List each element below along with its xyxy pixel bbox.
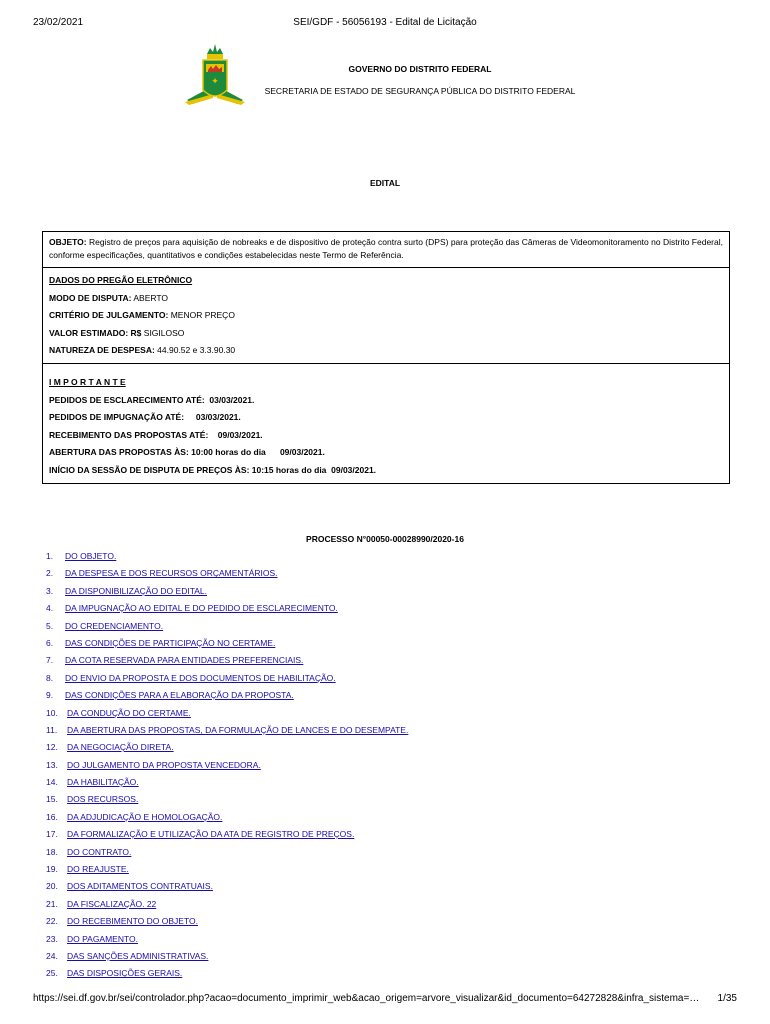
- toc-label: DO CONTRATO.: [67, 846, 132, 857]
- toc-item: [46, 670, 726, 687]
- toc-label: DOS RECURSOS.: [67, 794, 139, 805]
- toc-number: 24.: [46, 950, 58, 961]
- toc-label: DA HABILITAÇÃO.: [67, 777, 139, 788]
- toc-link[interactable]: [46, 951, 208, 961]
- toc-number: 11.: [46, 724, 58, 735]
- toc-item: [46, 705, 726, 722]
- importante-section: [43, 363, 729, 483]
- toc-link[interactable]: [46, 708, 191, 718]
- toc-number: 2.: [46, 568, 54, 579]
- toc-item: [46, 739, 726, 756]
- toc-number: 4.: [46, 603, 54, 614]
- toc-number: 8.: [46, 672, 54, 683]
- toc-label: DO JULGAMENTO DA PROPOSTA VENCEDORA.: [67, 759, 261, 770]
- toc-label: DO REAJUSTE.: [67, 864, 129, 875]
- toc-link[interactable]: [46, 899, 156, 909]
- toc-number: 7.: [46, 655, 54, 666]
- toc-link[interactable]: [46, 864, 129, 874]
- toc-link[interactable]: [46, 934, 138, 944]
- toc-label: DA DISPONIBILIZAÇÃO DO EDITAL.: [65, 585, 208, 596]
- toc-label: DA DESPESA E DOS RECURSOS ORÇAMENTÁRIOS.: [65, 568, 278, 579]
- toc-label: DA FISCALIZAÇÃO. 22: [67, 898, 157, 909]
- toc-label: DO OBJETO.: [65, 551, 117, 561]
- toc-link[interactable]: [46, 760, 261, 770]
- toc-label: DA CONDUÇÃO DO CERTAME.: [67, 707, 191, 718]
- toc-number: 3.: [46, 585, 54, 596]
- toc-item: [46, 722, 726, 739]
- page-number: 1/35: [717, 993, 737, 1004]
- print-url: https://sei.df.gov.br/sei/controlador.php?acao=documento_imprimir_web&acao_origem=arvore_visualizar&id_documento=64272828&infra_sistema=…: [33, 993, 700, 1004]
- toc-item: [46, 896, 726, 913]
- toc-item: [46, 652, 726, 669]
- edital-info-box: [42, 231, 730, 484]
- modo-disputa-row: [49, 290, 723, 308]
- toc-label: DO CREDENCIAMENTO.: [65, 620, 164, 631]
- prazo-impugnacao: PEDIDOS DE IMPUGNAÇÃO ATÉ: 03/03/2021.: [49, 412, 241, 422]
- toc-link[interactable]: [46, 725, 408, 735]
- toc-link[interactable]: [46, 655, 303, 665]
- toc-label: DA IMPUGNAÇÃO AO EDITAL E DO PEDIDO DE ESCLARECIMENTO.: [65, 603, 338, 614]
- toc-label: DO PAGAMENTO.: [67, 933, 139, 944]
- toc-item: [46, 791, 726, 808]
- toc-link[interactable]: [46, 673, 336, 683]
- toc-item: [46, 878, 726, 895]
- toc-link[interactable]: [46, 638, 275, 648]
- toc-link[interactable]: [46, 603, 338, 613]
- toc-label: DAS CONDIÇÕES PARA A ELABORAÇÃO DA PROPOSTA.: [65, 690, 294, 701]
- toc-number: 14.: [46, 777, 58, 788]
- print-date: 23/02/2021: [33, 17, 84, 28]
- toc-item: [46, 931, 726, 948]
- toc-item: [46, 844, 726, 861]
- valor-estimado-row: [49, 325, 723, 343]
- toc-item: [46, 965, 726, 982]
- toc-number: 23.: [46, 933, 58, 944]
- toc-link[interactable]: [46, 586, 207, 596]
- toc-number: 19.: [46, 864, 58, 875]
- toc-number: 15.: [46, 794, 58, 805]
- toc-item: [46, 635, 726, 652]
- toc-label: DA NEGOCIAÇÃO DIRETA.: [67, 742, 174, 753]
- toc-number: 9.: [46, 690, 54, 701]
- dados-heading: DADOS DO PREGÃO ELETRÔNICO: [49, 275, 193, 285]
- toc-item: [46, 618, 726, 635]
- toc-label: DA ADJUDICAÇÃO E HOMOLOGAÇÃO.: [67, 811, 223, 822]
- toc-label: DA COTA RESERVADA PARA ENTIDADES PREFERENCIAIS.: [65, 655, 304, 666]
- toc-label: DO ENVIO DA PROPOSTA E DOS DOCUMENTOS DE HABILITAÇÃO.: [65, 672, 336, 683]
- abertura-propostas: ABERTURA DAS PROPOSTAS ÀS: 10:00 horas do dia 09/03/2021.: [49, 447, 325, 457]
- toc-link[interactable]: [46, 777, 139, 787]
- natureza-despesa-row: [49, 342, 723, 360]
- toc-item: [46, 757, 726, 774]
- toc-link[interactable]: [46, 742, 174, 752]
- toc-number: 20.: [46, 881, 58, 892]
- inicio-sessao-disputa: INÍCIO DA SESSÃO DE DISPUTA DE PREÇOS ÀS: 10:15 horas do dia 09/03/2021.: [49, 464, 377, 475]
- toc-item: [46, 600, 726, 617]
- toc-item: [46, 583, 726, 600]
- objeto-label: OBJETO:: [49, 237, 87, 247]
- print-document-title: SEI/GDF - 56056193 - Edital de Licitação: [293, 17, 477, 28]
- toc-item: [46, 948, 726, 965]
- natureza-despesa-label: NATUREZA DE DESPESA:: [49, 345, 155, 355]
- toc-number: 1.: [46, 551, 54, 561]
- toc-link[interactable]: [46, 568, 278, 578]
- toc-label: DAS DISPOSIÇÕES GERAIS.: [67, 968, 183, 979]
- valor-estimado-value: SIGILOSO: [143, 327, 185, 338]
- toc-number: 25.: [46, 968, 58, 979]
- toc-number: 10.: [46, 707, 58, 718]
- criterio-julgamento-label: CRITÉRIO DE JULGAMENTO:: [49, 310, 169, 320]
- toc-item: [46, 774, 726, 791]
- toc-number: 17.: [46, 829, 58, 840]
- toc-link[interactable]: [46, 847, 131, 857]
- toc-item: [46, 565, 726, 582]
- objeto-section: [43, 232, 729, 267]
- toc-number: 13.: [46, 759, 58, 770]
- brasao-distrito-federal-icon: [183, 42, 247, 112]
- toc-link[interactable]: [46, 829, 354, 839]
- modo-disputa-value: ABERTO: [133, 292, 169, 303]
- dados-pregao-section: [43, 267, 729, 363]
- toc-link[interactable]: [46, 812, 222, 822]
- toc-number: 5.: [46, 620, 54, 631]
- importante-heading: I M P O R T A N T E: [49, 377, 126, 387]
- toc-label: DAS SANÇÕES ADMINISTRATIVAS.: [67, 950, 209, 961]
- toc-number: 21.: [46, 898, 58, 909]
- toc-item: [46, 913, 726, 930]
- toc-number: 22.: [46, 916, 58, 927]
- toc-link[interactable]: [46, 916, 198, 926]
- toc-number: 18.: [46, 846, 58, 857]
- toc-number: 6.: [46, 637, 54, 648]
- toc-item: [46, 861, 726, 878]
- government-title: GOVERNO DO DISTRITO FEDERAL: [348, 64, 492, 74]
- toc-label: DAS CONDIÇÕES DE PARTICIPAÇÃO NO CERTAME.: [65, 637, 276, 648]
- criterio-julgamento-row: [49, 307, 723, 325]
- toc-link[interactable]: [46, 621, 163, 631]
- toc-link[interactable]: [46, 968, 182, 978]
- natureza-despesa-value: 44.90.52 e 3.3.90.30: [157, 345, 236, 355]
- edital-heading: EDITAL: [369, 178, 401, 188]
- objeto-text: Registro de preços para aquisição de nobreaks e de dispositivo de proteção contra surto (DPS) para proteção das Câmeras de Videomonitoramento no Distrito Federal, conforme especificações, quantitativos e condições estabelecidas neste Termo de Referência.: [49, 237, 723, 260]
- valor-estimado-label: VALOR ESTIMADO: R$: [49, 327, 142, 338]
- svg-text:✦: ✦: [211, 77, 219, 87]
- prazo-esclarecimento: PEDIDOS DE ESCLARECIMENTO ATÉ: 03/03/2021.: [49, 394, 255, 405]
- modo-disputa-label: MODO DE DISPUTA:: [49, 292, 132, 303]
- prazo-recebimento-propostas: RECEBIMENTO DAS PROPOSTAS ATÉ: 09/03/2021.: [49, 429, 263, 440]
- processo-number: PROCESSO N°00050-00028990/2020-16: [306, 534, 464, 544]
- toc-link[interactable]: [46, 794, 138, 804]
- criterio-julgamento-value: MENOR PREÇO: [170, 310, 235, 320]
- toc-link[interactable]: [46, 551, 116, 561]
- toc-label: DO RECEBIMENTO DO OBJETO.: [67, 916, 198, 927]
- toc-item: [46, 548, 726, 565]
- toc-number: 12.: [46, 742, 58, 753]
- toc-label: DA ABERTURA DAS PROPOSTAS, DA FORMULAÇÃO DE LANCES E DO DESEMPATE.: [67, 724, 409, 735]
- government-subtitle: SECRETARIA DE ESTADO DE SEGURANÇA PÚBLICA DO DISTRITO FEDERAL: [264, 86, 576, 96]
- toc-number: 16.: [46, 811, 58, 822]
- toc-item: [46, 826, 726, 843]
- toc-label: DA FORMALIZAÇÃO E UTILIZAÇÃO DA ATA DE REGISTRO DE PREÇOS.: [67, 829, 355, 840]
- toc-link[interactable]: [46, 881, 213, 891]
- toc-link[interactable]: [46, 690, 294, 700]
- toc-label: DOS ADITAMENTOS CONTRATUAIS.: [67, 881, 213, 892]
- table-of-contents: [46, 548, 726, 983]
- toc-item: [46, 809, 726, 826]
- toc-item: [46, 687, 726, 704]
